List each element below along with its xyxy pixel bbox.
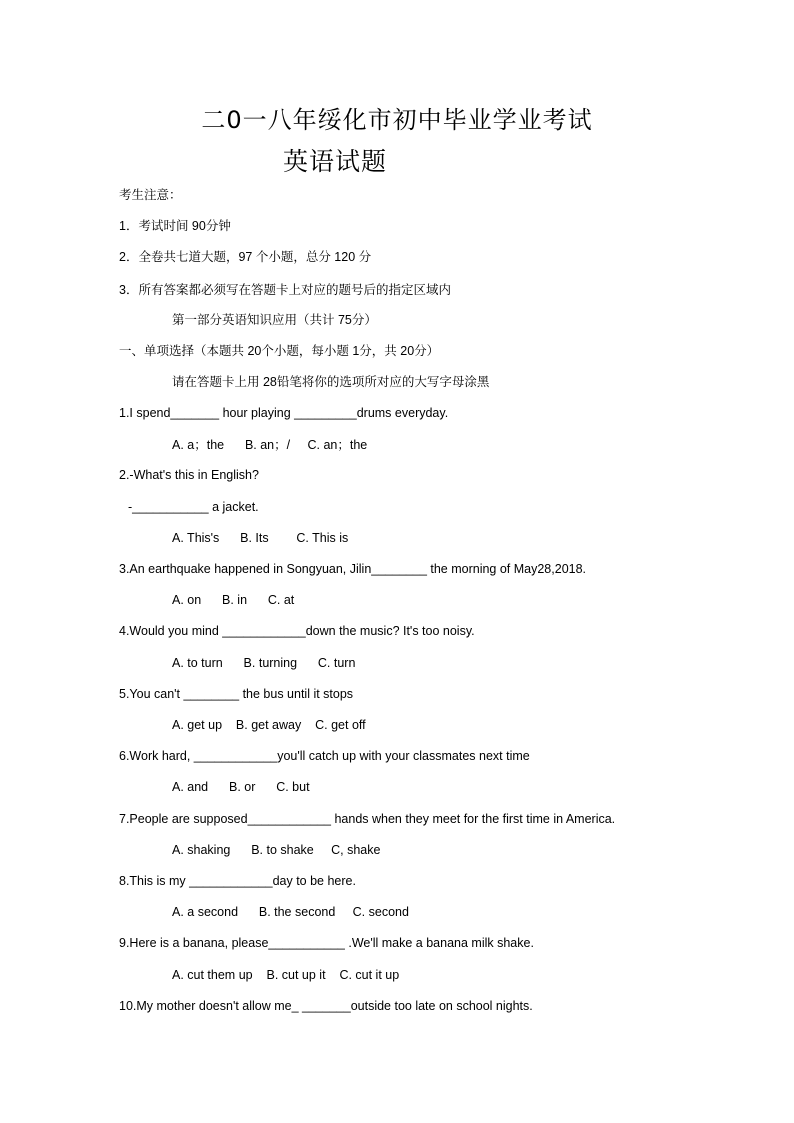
question-stem: 6.Work hard, ____________you'll catch up with your classmates next time	[119, 749, 530, 763]
question-stem: 10.My mother doesn't allow me_ _______outside too late on school nights.	[119, 999, 533, 1013]
question-options: A. get up B. get away C. get off	[172, 718, 366, 732]
question-options: A. cut them up B. cut up it C. cut it up	[172, 968, 400, 982]
question-stem: 7.People are supposed____________ hands when they meet for the first time in America.	[119, 812, 616, 826]
question-options: A. This's B. Its C. This is	[172, 531, 349, 545]
question-options: A. to turn B. turning C. turn	[172, 656, 356, 670]
question-stem: 1.I spend_______ hour playing _________drums everyday.	[119, 406, 449, 420]
question-options: A. shaking B. to shake C, shake	[172, 843, 381, 857]
part-heading: 第一部分英语知识应用（共计 75分）	[172, 313, 377, 327]
question-stem: 8.This is my ____________day to be here.	[119, 874, 356, 888]
question-stem: 4.Would you mind ____________down the music? It's too noisy.	[119, 624, 475, 638]
note-item: 2．全卷共七道大题，97 个小题，总分 120 分	[119, 250, 372, 264]
note-item: 3．所有答案都必须写在答题卡上对应的题号后的指定区域内	[119, 283, 451, 297]
question-stem: 3.An earthquake happened in Songyuan, Jilin________ the morning of May28,2018.	[119, 562, 587, 576]
question-options: A. on B. in C. at	[172, 593, 295, 607]
section-instruction: 请在答题卡上用 28铅笔将你的选项所对应的大写字母涂黑	[172, 375, 490, 389]
exam-subtitle: 英语试题	[283, 147, 388, 176]
question-options: A. a second B. the second C. second	[172, 905, 409, 919]
notes-heading: 考生注意：	[119, 188, 182, 202]
note-item: 1．考试时间 90分钟	[119, 219, 231, 233]
question-options: A. and B. or C. but	[172, 780, 310, 794]
exam-title: 二0一八年绥化市初中毕业学业考试	[201, 106, 593, 134]
question-stem: 2.-What's this in English?	[119, 468, 259, 482]
question-options: A. a；the B. an；/ C. an；the	[172, 438, 368, 452]
section-heading: 一、单项选择（本题共 20个小题，每小题 1分，共 20分）	[119, 344, 440, 358]
question-reply: -___________ a jacket.	[128, 500, 259, 514]
question-stem: 9.Here is a banana, please___________ .We'll make a banana milk shake.	[119, 936, 534, 950]
question-stem: 5.You can't ________ the bus until it stops	[119, 687, 354, 701]
